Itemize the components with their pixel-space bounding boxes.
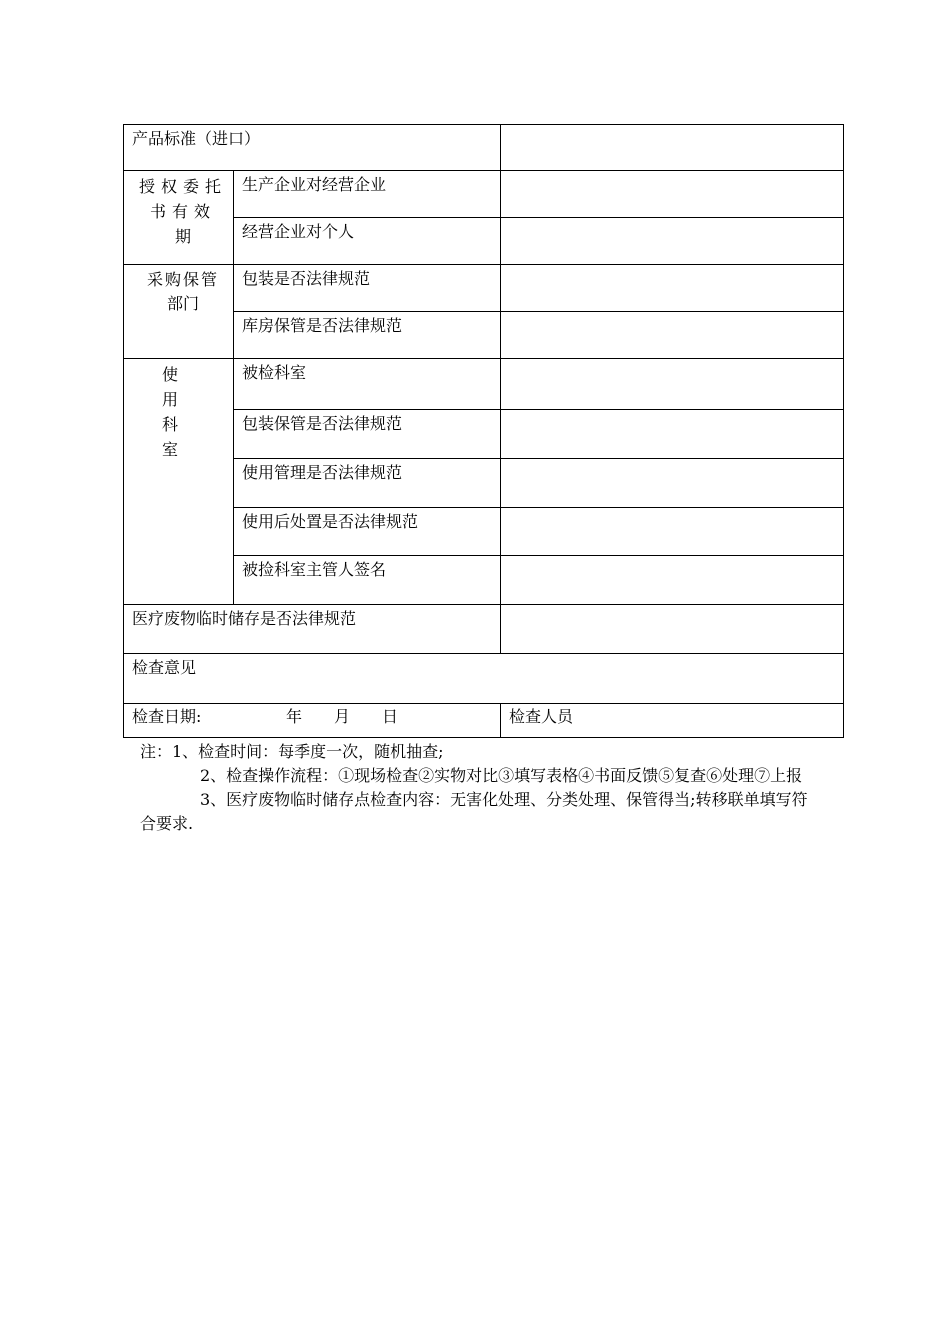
notes-section [140,740,820,836]
usage-inspected-dept-value-cell[interactable] [501,359,843,409]
usage-label-char: 用 [161,390,178,409]
authorization-individual-label: 经营企业对个人 [242,222,355,241]
inspection-date-cell[interactable] [124,704,500,737]
table-border-right [843,124,844,738]
purchase-label-line: 部门 [166,294,199,313]
purchase-packaging-label: 包装是否法律规范 [242,269,371,288]
usage-label-char: 科 [161,415,178,434]
table-border-bottom [123,737,844,738]
usage-disposal-label: 使用后处置是否法律规范 [242,512,419,531]
usage-supervisor-signature-label: 被捡科室主管人签名 [242,560,387,579]
purchase-storage-value-cell[interactable] [501,312,843,358]
authorization-manufacturer-label: 生产企业对经营企业 [242,175,387,194]
medical-waste-value-cell[interactable] [501,605,843,653]
inspection-date-label: 检查日期: [132,707,202,726]
product-standard-label: 产品标准（进口） [132,129,261,148]
usage-label-char: 使 [161,365,178,384]
inspection-opinion-cell[interactable] [124,654,843,703]
usage-supervisor-signature-value-cell[interactable] [501,556,843,604]
usage-management-value-cell[interactable] [501,459,843,507]
usage-management-label: 使用管理是否法律规范 [242,463,403,482]
authorization-individual-value-cell[interactable] [501,218,843,264]
usage-inspected-dept-label: 被检科室 [242,363,307,382]
inspector-label: 检查人员 [509,707,574,726]
authorization-label-line: 授权委托 [138,177,227,196]
authorization-label-line: 期 [174,227,191,246]
inspection-opinion-label: 检查意见 [132,658,197,677]
note-3: 3、医疗废物临时储存点检查内容：无害化处理、分类处理、保管得当;转移联单填写符合要求. [140,790,808,833]
product-standard-value-cell[interactable] [501,125,843,170]
authorization-manufacturer-value-cell[interactable] [501,171,843,217]
date-day-label: 日 [382,707,399,726]
usage-disposal-value-cell[interactable] [501,508,843,555]
authorization-label-line: 书有效 [149,202,216,221]
usage-group-label [130,362,210,462]
note-1: 注：1、检查时间：每季度一次，随机抽查; [140,742,444,761]
purchase-storage-label: 库房保管是否法律规范 [242,316,403,335]
medical-waste-label: 医疗废物临时储存是否法律规范 [132,609,357,628]
purchase-group-label [134,268,232,316]
date-month-label: 月 [334,707,351,726]
usage-packaging-label: 包装保管是否法律规范 [242,414,403,433]
date-year-label: 年 [286,707,303,726]
usage-packaging-value-cell[interactable] [501,410,843,458]
inspector-cell[interactable] [501,704,843,737]
authorization-group-label [134,174,232,249]
purchase-packaging-value-cell[interactable] [501,265,843,311]
usage-label-char: 室 [161,440,178,459]
note-2: 2、检查操作流程：①现场检查②实物对比③填写表格④书面反馈⑤复查⑥处理⑦上报 [200,766,803,785]
purchase-label-line: 采购保管 [146,270,219,289]
